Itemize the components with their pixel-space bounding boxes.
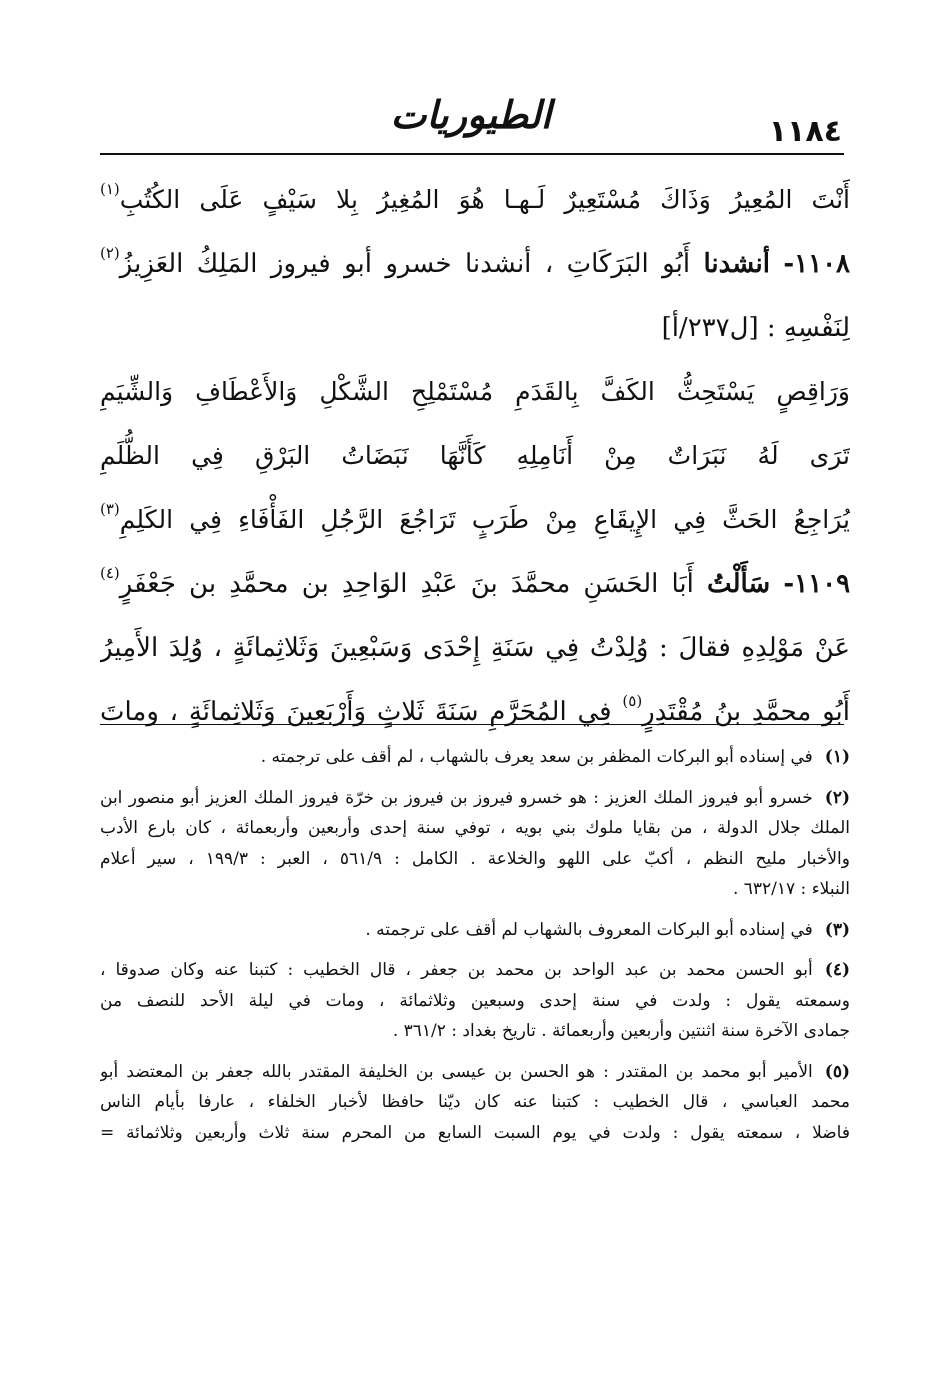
entry-text: أَبَا الحَسَنِ محمَّدَ بنَ عَبْدِ الوَاحِدِ بن محمَّدِ بن جَعْفَرٍ [119, 569, 694, 599]
footnote-ref-2: (٢) [100, 244, 120, 262]
entry-text: أَبُو البَرَكَاتِ ، أنشدنا خسرو أبو فيروز المَلِكُ العَزِيزُ [119, 249, 691, 279]
footnote-2-line-2: الملك جلال الدولة ، من بقايا ملوك بني بويه ، توفي سنة إحدى وأربعين وأربعمائة ، كان بارع الأدب [100, 818, 850, 838]
footnote-ref-5: (٥) [622, 692, 643, 710]
footnote-2 [100, 783, 850, 814]
footnote-text: في إسناده أبو البركات المظفر بن سعد يعرف بالشهاب ، لم أقف على ترجمته . [260, 747, 813, 767]
footnote-3 [100, 915, 850, 946]
header-rule [100, 153, 844, 155]
poem-verse-3-text: يُرَاجِعُ الحَثَّ فِي الإِيقَاعِ مِنْ طَرَبٍ تَرَاجُعَ الرَّجُلِ الفَأْفَاءِ فِي الكَلِمِ [119, 505, 850, 534]
footnote-number: (٣) [824, 919, 850, 940]
entry-1109-line-2: عَنْ مَوْلِدِهِ فقالَ : وُلِدْتُ فِي سَنَةِ إِحْدَى وَسَبْعِينَ وَثَلاثِمائَةٍ ، وُلِدَ الأَمِيرُ [100, 633, 850, 663]
footnote-5 [100, 1057, 850, 1088]
entry-1109 [100, 552, 850, 616]
footnote-rule [100, 724, 844, 725]
entry-lead-word: أنشدنا [703, 249, 770, 279]
footnote-number: (٤) [824, 960, 850, 980]
entry-number: ١١٠٩- [783, 569, 850, 599]
page-number: ١١٨٤ [768, 114, 842, 149]
footnotes [100, 742, 850, 1148]
verse-intro [100, 168, 850, 232]
footnote-text: الأمير أبو محمد بن المقتدر : هو الحسن بن عيسى بن الخليفة المقتدر بالله جعفر بن المعتضد أبو [100, 1061, 813, 1082]
footnote-number: (٥) [824, 1061, 850, 1082]
page-header [100, 88, 842, 152]
footnote-number: (٢) [824, 787, 850, 808]
main-text [100, 168, 850, 744]
footnote-2-line-3: والأخبار مليح النظم ، أكبّ على اللهو والخلاعة . الكامل : ٥٦١/٩ ، العبر : ١٩٩/٣ ، سير أعلام [100, 848, 850, 869]
footnote-1 [100, 742, 850, 773]
poem-verse-2: تَرَى لَهُ نَبَرَاتٌ مِنْ أَنَامِلِهِ كَأَنَّهَا نَبَضَاتُ البَرْقِ فِي الظُّلَمِ [100, 441, 850, 470]
entry-1108 [100, 232, 850, 296]
verse-intro-text: أَنْتَ المُعِيرُ وَذَاكَ مُسْتَعِيرٌ لَـهـا هُوَ المُغِيرُ بِلا سَيْفٍ عَلَى الكُتُبِ [119, 185, 850, 214]
poem-verse-1: وَرَاقِصٍ يَسْتَحِثُّ الكَفَّ بِالقَدَمِ مُسْتَمْلِحِ الشَّكْلِ وَالأَعْطَافِ وَالشِّيَمِ [100, 377, 850, 406]
entry-1109-line-3-b: فِي المُحَرَّمِ سَنَةَ ثَلاثٍ وَأَرْبَعِينَ وَثَلاثِمائَةٍ ، وماتَ [100, 697, 612, 727]
footnote-ref-1: (١) [100, 180, 120, 198]
footnote-number: (١) [824, 747, 850, 767]
entry-lead-word: سَأَلْتُ [707, 569, 771, 599]
footnote-4-line-3: جمادى الآخرة سنة اثنتين وأربعين وأربعمائة . تاريخ بغداد : ٣٦١/٢ . [392, 1021, 850, 1041]
footnote-text: خسرو أبو فيروز الملك العزيز : هو خسرو فيروز بن فيروز بن خرّة فيروز الملك العزيز أبو منصور ابن [100, 787, 813, 808]
footnote-5-line-2: محمد العباسي ، قال الخطيب : كتبنا عنه كان ديّنا حافظا لأخبار الخلفاء ، عارفا بأيام الناس [100, 1092, 850, 1112]
poem-verse-3 [100, 488, 850, 552]
entry-1109-line-3-a: أَبُو محمَّدِ بنُ مُقْتَدِرٍ [642, 697, 850, 727]
footnote-text: أبو الحسن محمد بن عبد الواحد بن محمد بن جعفر ، قال الخطيب : كتبنا عنه وكان صدوقا ، [100, 960, 813, 980]
footnote-5-line-3: فاضلا ، سمعته يقول : ولدت في يوم السبت السابع من المحرم سنة ثلاث وأربعين وثلاثمائة = [100, 1122, 850, 1143]
footnote-ref-3: (٣) [100, 500, 120, 518]
entry-number: ١١٠٨- [783, 249, 850, 279]
footnote-4 [100, 955, 850, 986]
footnote-ref-4: (٤) [100, 564, 120, 582]
entry-1108-continuation: لِنَفْسِهِ : [ل٢٣٧/أ] [661, 313, 850, 343]
entry-1109-line-3 [100, 680, 850, 744]
footnote-4-line-2: وسمعته يقول : ولدت في سنة إحدى وسبعين وثلاثمائة ، ومات في ليلة الأحد للنصف من [100, 990, 850, 1011]
running-title: الطيوريات [390, 92, 552, 137]
footnote-2-line-4: النبلاء : ٦٣٢/١٧ . [732, 879, 850, 899]
footnote-text: في إسناده أبو البركات المعروف بالشهاب لم أقف على ترجمته . [365, 919, 813, 940]
